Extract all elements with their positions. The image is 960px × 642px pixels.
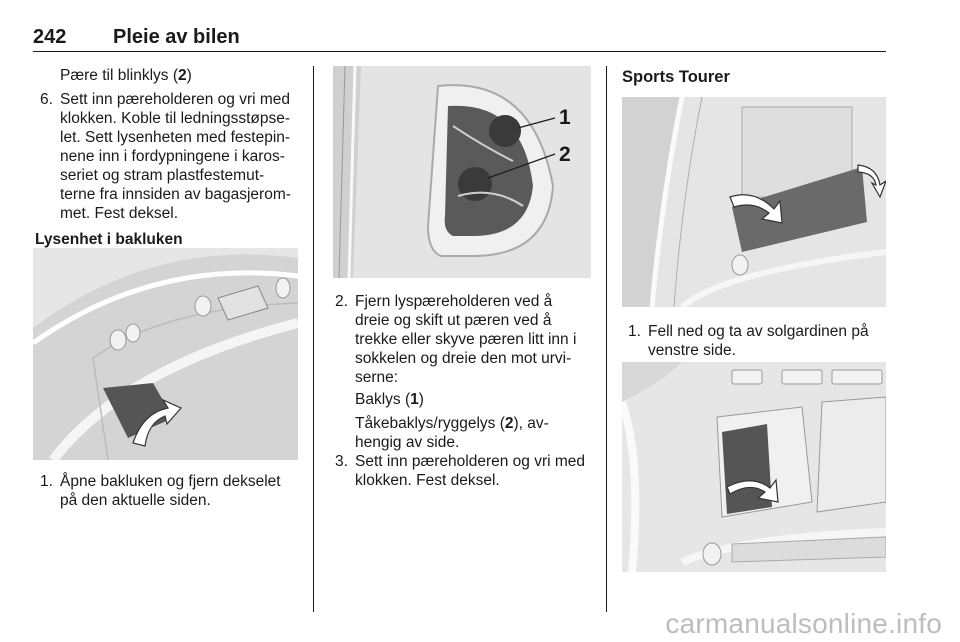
section-heading-sports-tourer: Sports Tourer [622,68,730,86]
section-heading-tailgate: Lysenhet i bakluken [35,231,183,248]
intro-text: Pære til blinklys (2) [60,67,192,84]
page-number: 242 [33,26,67,48]
column-divider-right [606,66,607,612]
column-divider-left [313,66,314,612]
sunblind-illustration [622,97,886,307]
page-header [33,26,886,52]
taakebaklys-text: Tåkebaklys/ryggelys (2), av- hengig av side. [355,415,549,451]
tailgate-illustration [33,248,298,460]
watermark: carmanualsonline.info [665,608,942,639]
figure-luggage-compartment [622,362,886,572]
callout-1: 1 [559,106,571,129]
luggage-compartment-illustration [622,362,886,572]
baklys-text: Baklys (1) [355,391,424,408]
chapter-title: Pleie av bilen [113,26,240,48]
bulb-holder-illustration [333,66,591,278]
figure-sunblind [622,97,886,307]
callout-2: 2 [559,143,571,166]
figure-tailgate [33,248,298,460]
figure-bulb-holder [333,66,591,278]
